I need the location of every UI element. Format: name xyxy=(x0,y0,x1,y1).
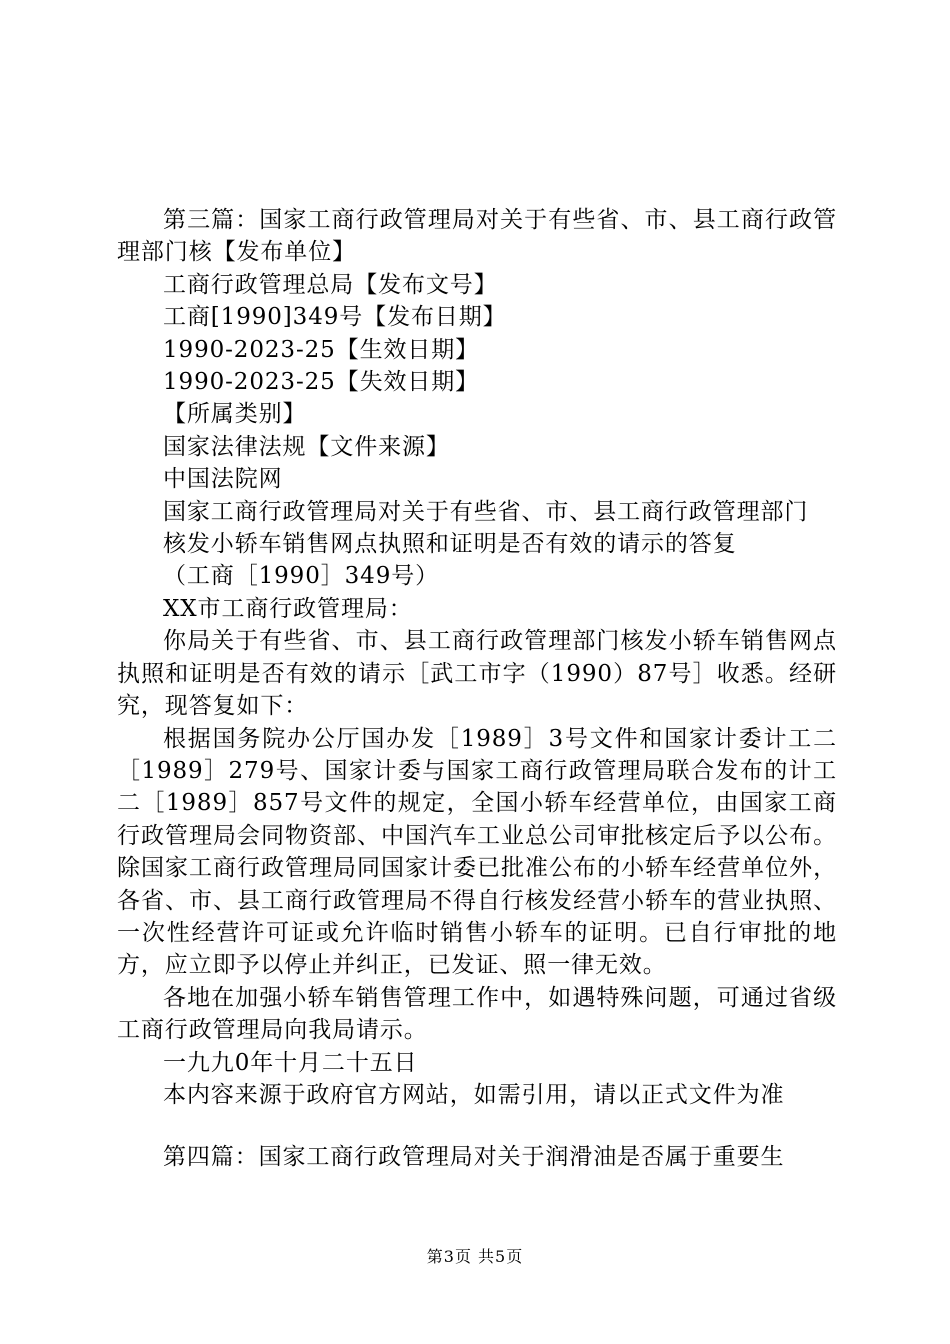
effective-date: 1990-2023-25【失效日期】 xyxy=(163,369,480,396)
body-paragraph-2: 根据国务院办公厅国办发［1989］3号文件和国家计委计工二［1989］279号、国家计委与国家工商行政管理局联合发布的计工二［1989］857号文件的规定，全国小轿车经营单位，由国家工商行政管理局会同物资部、中国汽车工业总公司审批核定后予以公布。除国家工商行政管理局同国家计委已批准公布的小轿车经营单位外，各省、市、县工商行政管理局不得自行核发经营小轿车的营业执照、一次性经营许可证或允许临时销售小轿车的证明。已自行审批的地方，应立即予以停止并纠正，已发证、照一律无效。 xyxy=(117,725,837,979)
reply-title-line-1: 国家工商行政管理局对关于有些省、市、县工商行政管理部门 xyxy=(163,498,809,525)
page-indicator: 第3页 共5页 xyxy=(426,1247,524,1266)
next-section-heading: 第四篇：国家工商行政管理局对关于润滑油是否属于重要生 xyxy=(163,1144,785,1171)
source-value: 中国法院网 xyxy=(163,466,283,493)
body-paragraph-3: 各地在加强小轿车销售管理工作中，如遇特殊问题，可通过省级工商行政管理局向我局请示。 xyxy=(117,984,837,1044)
addressee: XX市工商行政管理局： xyxy=(163,595,413,622)
signing-date: 一九九0年十月二十五日 xyxy=(163,1049,418,1076)
reply-number: （工商［1990］349号） xyxy=(163,563,440,590)
issuing-unit: 工商行政管理总局【发布文号】 xyxy=(163,271,498,298)
category-label: 【所属类别】 xyxy=(163,401,307,428)
publish-date: 1990-2023-25【生效日期】 xyxy=(163,336,480,363)
page-footer xyxy=(0,1244,950,1267)
category-value: 国家法律法规【文件来源】 xyxy=(163,433,450,460)
source-disclaimer: 本内容来源于政府官方网站，如需引用，请以正式文件为准 xyxy=(163,1081,785,1108)
document-body xyxy=(117,204,837,1174)
reply-title-line-2: 核发小轿车销售网点执照和证明是否有效的请示的答复 xyxy=(163,531,737,558)
document-number: 工商[1990]349号【发布日期】 xyxy=(163,304,507,331)
section-heading: 第三篇：国家工商行政管理局对关于有些省、市、县工商行政管理部门核【发布单位】 xyxy=(117,207,837,266)
body-paragraph-1: 你局关于有些省、市、县工商行政管理部门核发小轿车销售网点执照和证明是否有效的请示［武工市字（1990）87号］收悉。经研究，现答复如下： xyxy=(117,628,837,720)
